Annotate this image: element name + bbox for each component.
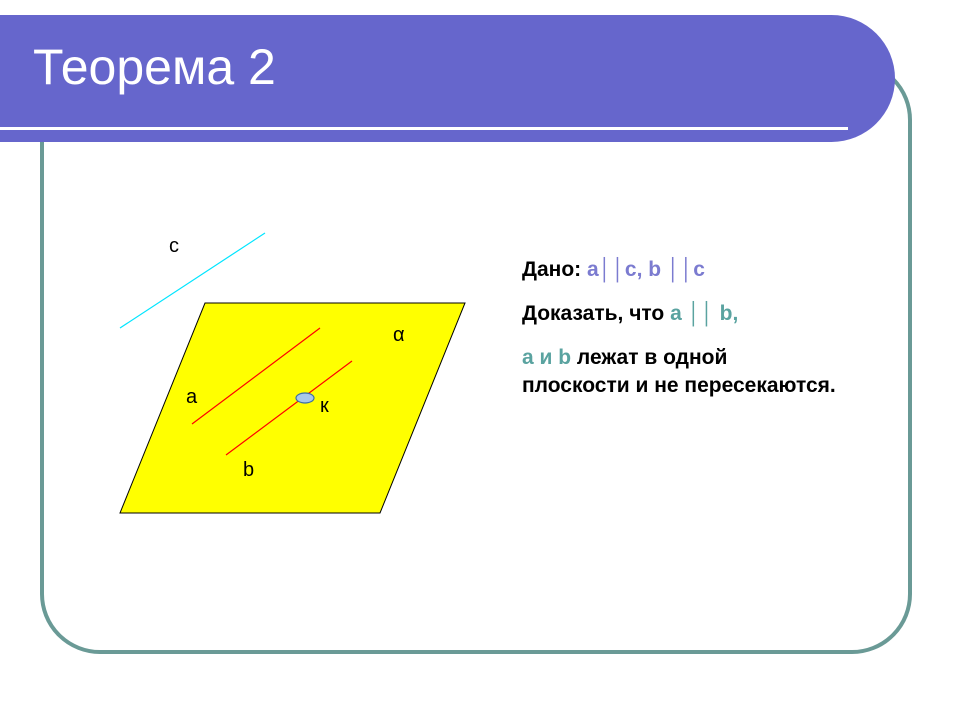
given-a-par-c: a││c, [586,258,643,281]
theorem-text [522,256,902,416]
label-k: к [320,395,329,417]
note-line2: плоскости и не пересекаются. [522,374,836,397]
note-ab: a и b [522,346,572,369]
slide-title: Теорема 2 [33,39,276,95]
given-prefix: Дано: [522,258,587,281]
label-alpha: α [393,324,405,346]
label-b: b [243,459,255,481]
prove-prefix: Доказать, что [522,302,671,325]
prove-a-par-b: a ││ b, [670,302,739,325]
point-k [296,393,314,403]
note-rest-line1: лежат в одной [571,346,728,369]
label-c: c [169,235,179,257]
plane-alpha [120,303,465,513]
label-a: a [186,386,198,408]
note-line [522,344,902,400]
given-line [522,256,902,284]
prove-line [522,300,902,328]
given-b-par-c: b ││c [648,258,705,281]
